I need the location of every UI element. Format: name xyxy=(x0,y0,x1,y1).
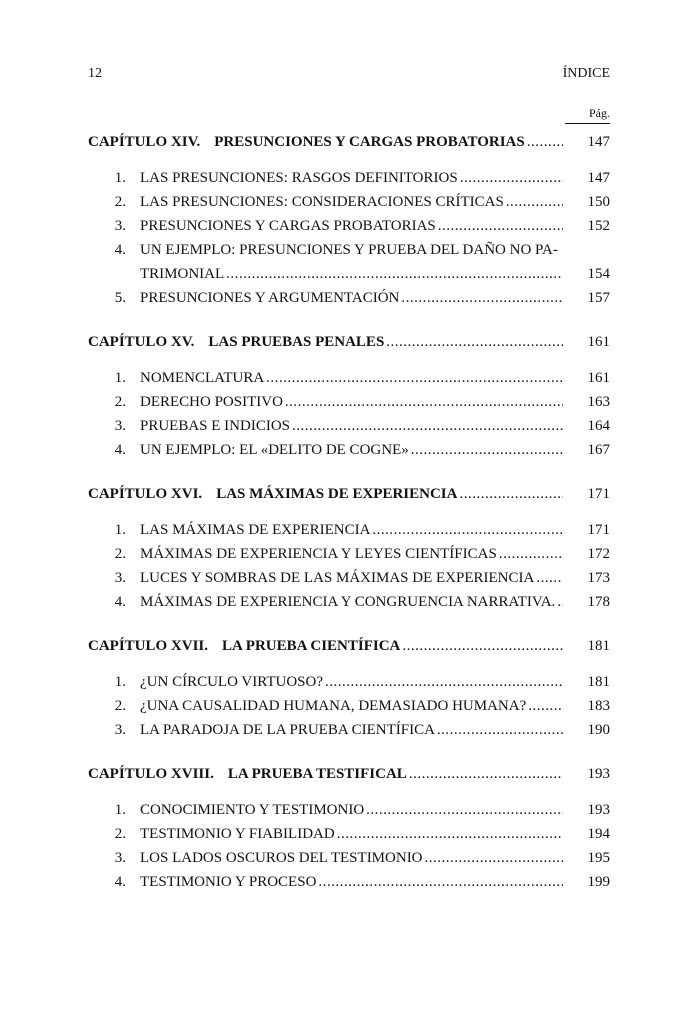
dot-leader xyxy=(226,262,563,286)
dot-leader xyxy=(402,634,563,658)
entry-title: LOS LADOS OSCUROS DEL TESTIMONIO xyxy=(140,850,423,866)
entry-page: 163 xyxy=(587,394,610,410)
dot-leader xyxy=(292,414,563,438)
table-of-contents xyxy=(88,130,610,894)
entry-page: 190 xyxy=(587,722,610,738)
entry-number: 1. xyxy=(114,170,126,186)
entry-number: 3. xyxy=(114,570,126,586)
entry-number: 2. xyxy=(114,546,126,562)
entry-number: 2. xyxy=(114,194,126,210)
entry-page: 171 xyxy=(587,522,610,538)
toc-entry xyxy=(88,414,610,438)
entry-title-continued: TRIMONIAL xyxy=(140,266,225,282)
entry-title: LAS MÁXIMAS DE EXPERIENCIA xyxy=(140,522,371,538)
entry-number: 4. xyxy=(114,442,126,458)
entry-page: 167 xyxy=(587,442,610,458)
entry-number: 1. xyxy=(114,522,126,538)
toc-entry xyxy=(88,518,610,542)
entry-page: 152 xyxy=(587,218,610,234)
chapter-heading xyxy=(88,762,610,786)
toc-entry xyxy=(88,438,610,462)
chapter-number: CAPÍTULO XIV. xyxy=(88,134,201,150)
entry-number: 2. xyxy=(114,826,126,842)
entry-title: LAS PRESUNCIONES: CONSIDERACIONES CRÍTICAS xyxy=(140,194,504,210)
chapter-title: PRESUNCIONES Y CARGAS PROBATORIAS xyxy=(214,134,525,150)
entry-page: 150 xyxy=(587,194,610,210)
toc-entry-line xyxy=(88,262,610,286)
entry-title: CONOCIMIENTO Y TESTIMONIO xyxy=(140,802,365,818)
toc-entry xyxy=(88,718,610,742)
dot-leader xyxy=(411,438,563,462)
entry-number: 3. xyxy=(114,722,126,738)
entry-page: 181 xyxy=(587,674,610,690)
chapter-number: CAPÍTULO XVIII. xyxy=(88,766,214,782)
dot-leader xyxy=(527,130,563,154)
chapter-title: LAS PRUEBAS PENALES xyxy=(208,334,385,350)
dot-leader xyxy=(386,330,563,354)
section-gap xyxy=(88,462,610,482)
toc-entry-line xyxy=(88,238,610,262)
entry-number: 2. xyxy=(114,394,126,410)
chapter-page: 171 xyxy=(587,486,610,502)
entry-title: PRUEBAS E INDICIOS xyxy=(140,418,291,434)
entry-page: 193 xyxy=(587,802,610,818)
entry-number: 4. xyxy=(114,594,126,610)
entry-page: 154 xyxy=(587,266,610,282)
toc-entry xyxy=(88,190,610,214)
toc-entry xyxy=(88,870,610,894)
toc-entry xyxy=(88,166,610,190)
dot-leader xyxy=(557,590,563,614)
section-gap xyxy=(88,310,610,330)
section-gap xyxy=(88,742,610,762)
dot-leader xyxy=(285,390,563,414)
entry-page: 157 xyxy=(587,290,610,306)
toc-entry xyxy=(88,566,610,590)
entry-number: 4. xyxy=(114,242,126,258)
toc-entry xyxy=(88,846,610,870)
toc-entry xyxy=(88,542,610,566)
entry-title: TESTIMONIO Y FIABILIDAD xyxy=(140,826,335,842)
chapter-heading xyxy=(88,330,610,354)
chapter-heading xyxy=(88,482,610,506)
dot-leader xyxy=(401,286,563,310)
entry-number: 3. xyxy=(114,218,126,234)
chapter-page: 147 xyxy=(587,134,610,150)
chapter-title: LAS MÁXIMAS DE EXPERIENCIA xyxy=(216,486,458,502)
entry-number: 1. xyxy=(114,802,126,818)
dot-leader xyxy=(409,762,563,786)
entry-title: LAS PRESUNCIONES: RASGOS DEFINITORIOS xyxy=(140,170,458,186)
toc-entry xyxy=(88,390,610,414)
entry-number: 2. xyxy=(114,698,126,714)
toc-entry xyxy=(88,822,610,846)
entry-page: 147 xyxy=(587,170,610,186)
entry-title: PRESUNCIONES Y ARGUMENTACIÓN xyxy=(140,290,400,306)
dot-leader xyxy=(366,798,563,822)
dot-leader xyxy=(425,846,563,870)
dot-leader xyxy=(536,566,563,590)
entry-page: 195 xyxy=(587,850,610,866)
running-title: ÍNDICE xyxy=(562,66,610,81)
entry-title: MÁXIMAS DE EXPERIENCIA Y LEYES CIENTÍFICAS xyxy=(140,546,497,562)
entry-page: 164 xyxy=(587,418,610,434)
chapter-page: 193 xyxy=(587,766,610,782)
entry-page: 199 xyxy=(587,874,610,890)
chapter-number: CAPÍTULO XVII. xyxy=(88,638,209,654)
entry-number: 1. xyxy=(114,674,126,690)
entry-title: LA PARADOJA DE LA PRUEBA CIENTÍFICA xyxy=(140,722,435,738)
page-number: 12 xyxy=(88,66,102,81)
entry-title: NOMENCLATURA xyxy=(140,370,265,386)
chapter-page: 181 xyxy=(587,638,610,654)
entry-title: MÁXIMAS DE EXPERIENCIA Y CONGRUENCIA NARRATIVA. xyxy=(140,594,556,610)
section-gap xyxy=(88,614,610,634)
dot-leader xyxy=(438,214,563,238)
entry-title: LUCES Y SOMBRAS DE LAS MÁXIMAS DE EXPERIENCIA xyxy=(140,570,535,586)
entry-title: PRESUNCIONES Y CARGAS PROBATORIAS xyxy=(140,218,436,234)
dot-leader xyxy=(337,822,563,846)
dot-leader xyxy=(437,718,563,742)
chapter-title: LA PRUEBA TESTIFICAL xyxy=(227,766,407,782)
entry-title: UN EJEMPLO: PRESUNCIONES Y PRUEBA DEL DAÑO NO PA- xyxy=(140,242,558,258)
chapter-heading xyxy=(88,130,610,154)
toc-entry xyxy=(88,238,610,286)
dot-leader xyxy=(506,190,563,214)
dot-leader xyxy=(372,518,563,542)
chapter-number: CAPÍTULO XV. xyxy=(88,334,195,350)
toc-entry xyxy=(88,670,610,694)
entry-title: ¿UNA CAUSALIDAD HUMANA, DEMASIADO HUMANA? xyxy=(140,698,527,714)
entry-number: 4. xyxy=(114,874,126,890)
entry-title: ¿UN CÍRCULO VIRTUOSO? xyxy=(140,674,323,690)
entry-page: 178 xyxy=(587,594,610,610)
entry-number: 3. xyxy=(114,850,126,866)
entry-title: TESTIMONIO Y PROCESO xyxy=(140,874,317,890)
toc-entry xyxy=(88,286,610,310)
entry-page: 194 xyxy=(587,826,610,842)
toc-entry xyxy=(88,366,610,390)
entry-page: 161 xyxy=(587,370,610,386)
entry-page: 173 xyxy=(587,570,610,586)
chapter-heading xyxy=(88,634,610,658)
toc-entry xyxy=(88,798,610,822)
entry-title: DERECHO POSITIVO xyxy=(140,394,283,410)
entry-number: 3. xyxy=(114,418,126,434)
dot-leader xyxy=(318,870,563,894)
chapter-number: CAPÍTULO XVI. xyxy=(88,486,203,502)
toc-entry xyxy=(88,694,610,718)
toc-entry xyxy=(88,214,610,238)
entry-number: 1. xyxy=(114,370,126,386)
toc-entry xyxy=(88,590,610,614)
dot-leader xyxy=(459,482,563,506)
dot-leader xyxy=(460,166,563,190)
chapter-page: 161 xyxy=(587,334,610,350)
entry-page: 183 xyxy=(587,698,610,714)
dot-leader xyxy=(499,542,563,566)
entry-number: 5. xyxy=(114,290,126,306)
page-column-label: Pág. xyxy=(565,106,610,124)
chapter-title: LA PRUEBA CIENTÍFICA xyxy=(222,638,401,654)
entry-page: 172 xyxy=(587,546,610,562)
entry-title: UN EJEMPLO: EL «DELITO DE COGNE» xyxy=(140,442,409,458)
dot-leader xyxy=(325,670,563,694)
dot-leader xyxy=(528,694,563,718)
dot-leader xyxy=(266,366,563,390)
